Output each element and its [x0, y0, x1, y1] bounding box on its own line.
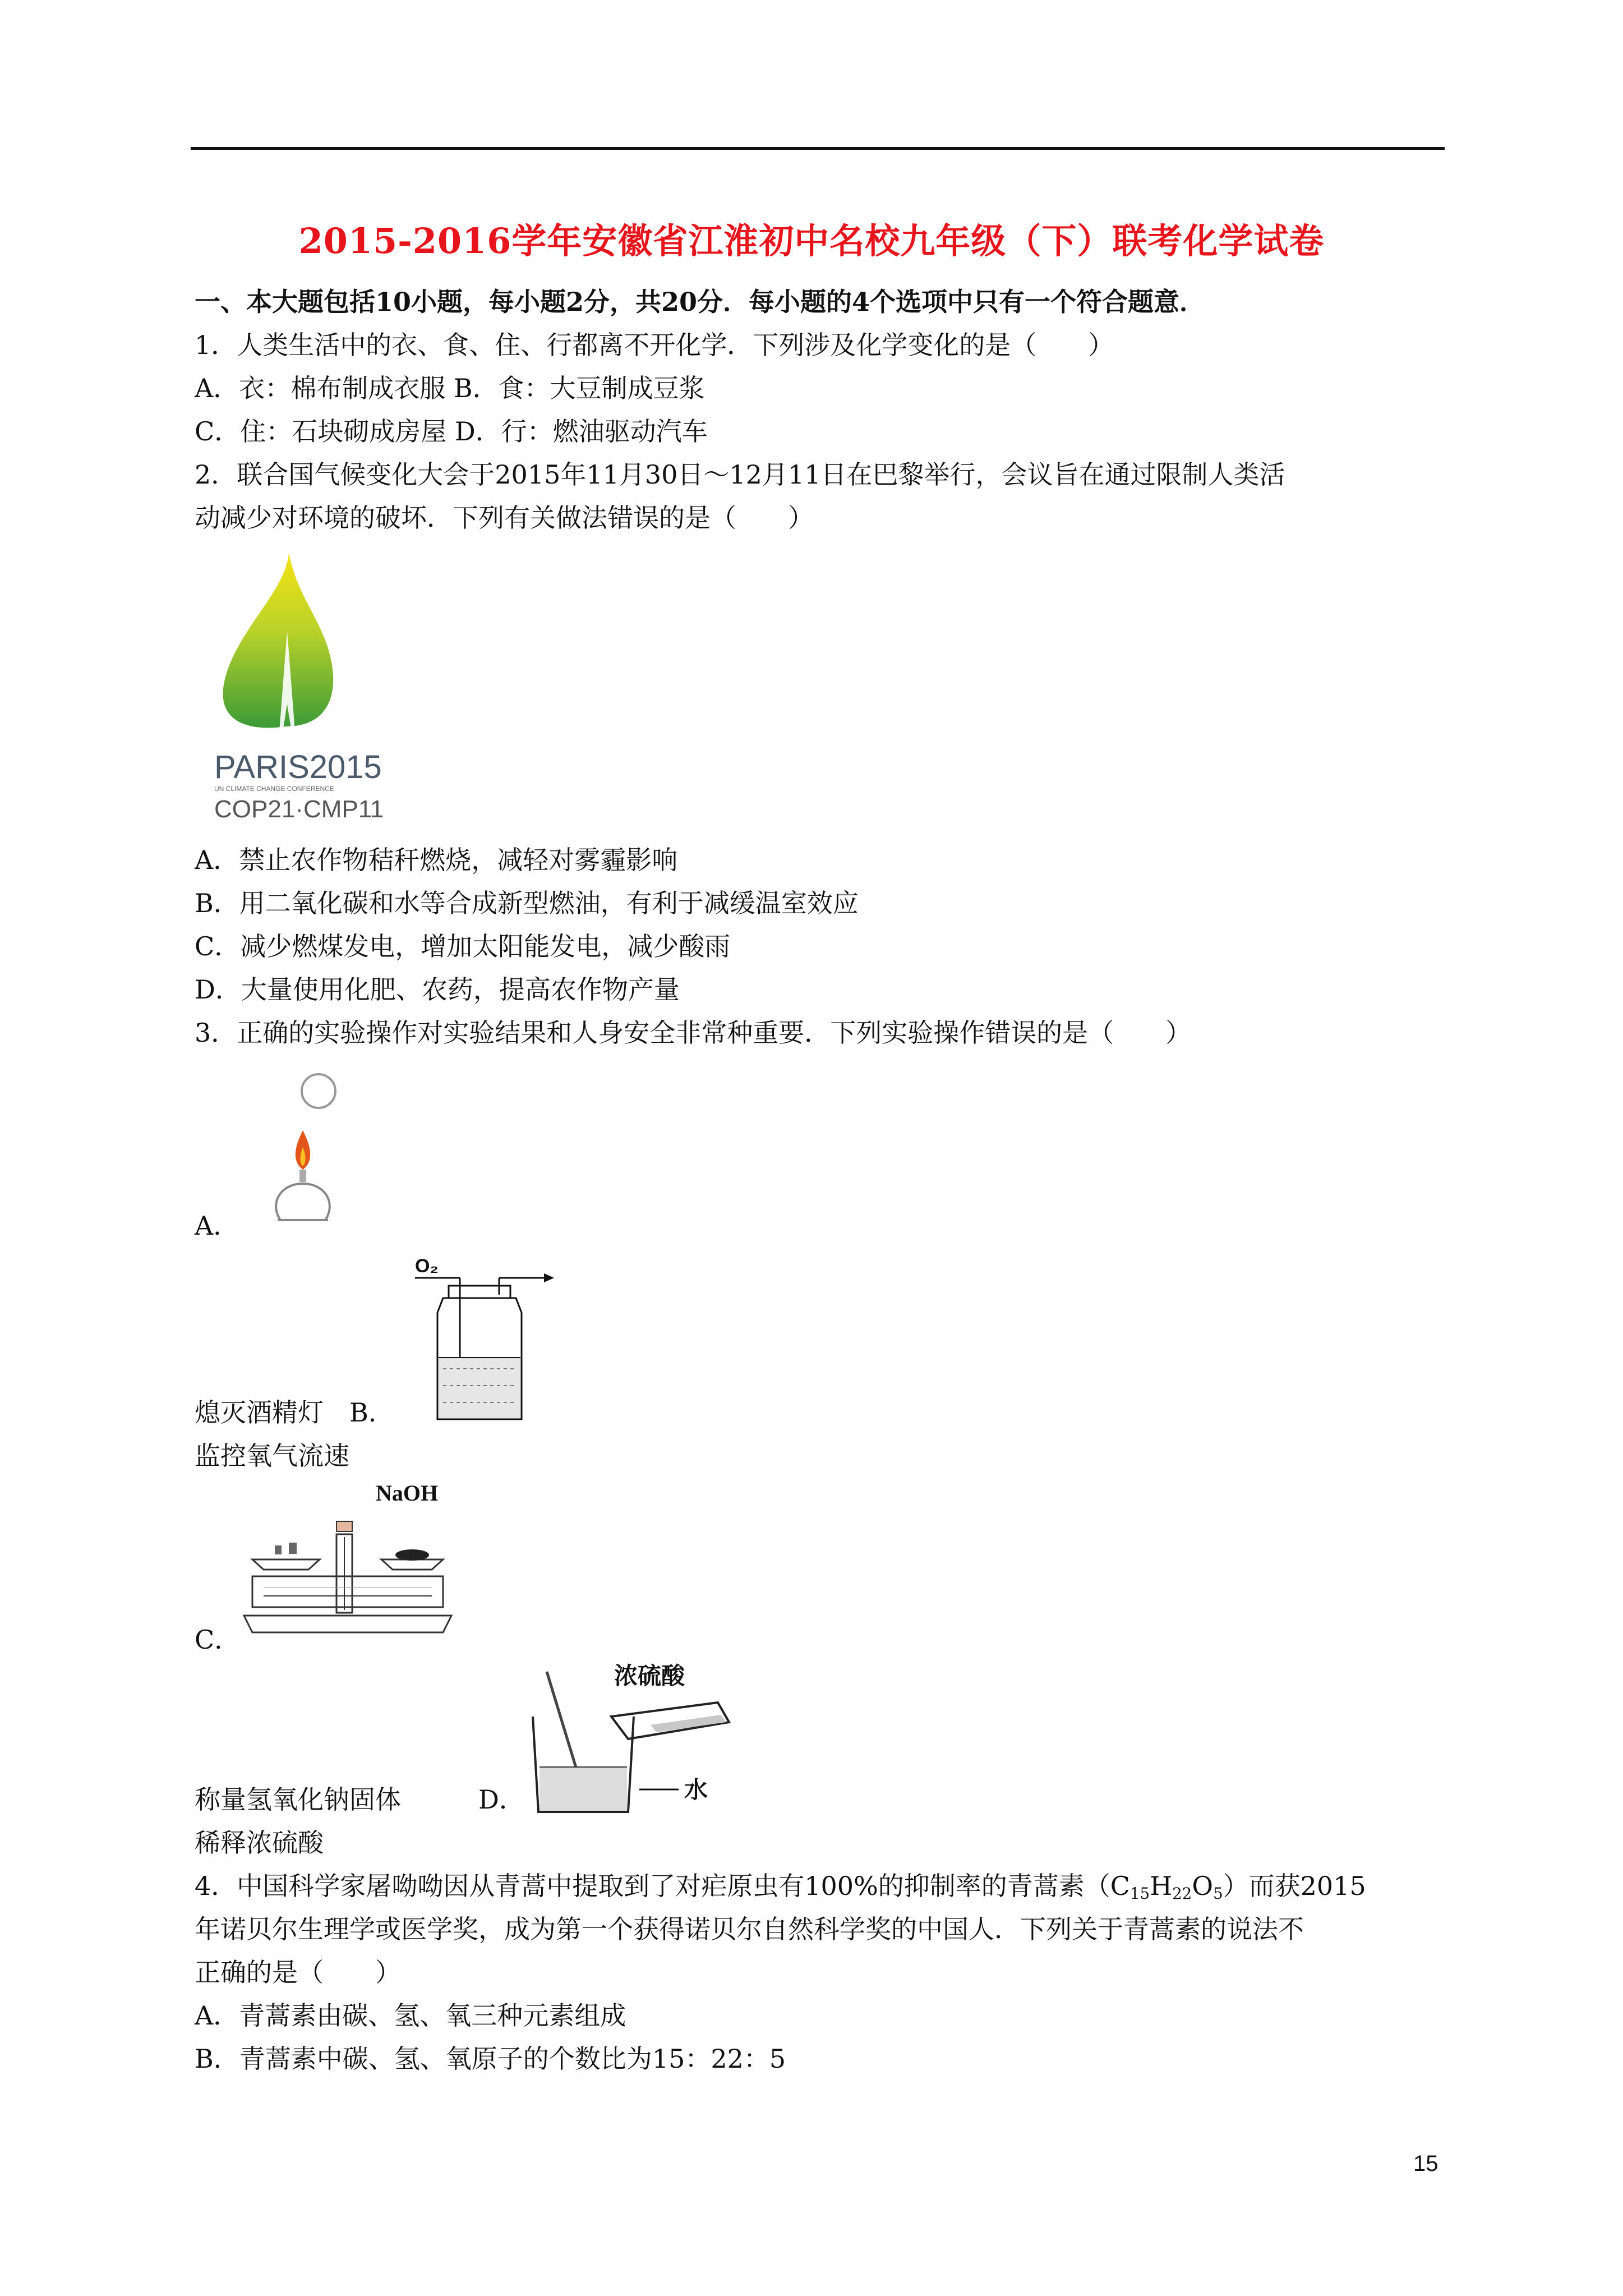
q4-option-a: A．青蒿素由碳、氢、氧三种元素组成 [195, 2000, 626, 2031]
q3-caption-a: 熄灭酒精灯 B． [195, 1397, 394, 1428]
q3-caption-d: 稀释浓硫酸 [195, 1828, 324, 1858]
balance-scale-figure [241, 1481, 454, 1644]
q2-option-d: D．大量使用化肥、农药，提高农作物产量 [195, 974, 680, 1005]
alcohol-lamp-figure [247, 1069, 359, 1237]
q2-stem-line2: 动减少对环境的破坏．下列有关做法错误的是（ ） [195, 503, 814, 533]
naoh-label: NaOH [376, 1480, 439, 1506]
logo-subtitle: COP21·CMP11 [214, 795, 384, 823]
q3-stem: 3．正确的实验操作对实验结果和人身安全非常种重要．下列实验操作错误的是（ ） [195, 1018, 1192, 1048]
q1-options-ab: A．衣：棉布制成衣服 B．食：大豆制成豆浆 [195, 373, 705, 403]
q1-options-cd: C．住：石块砌成房屋 D．行：燃油驱动汽车 [195, 416, 708, 447]
leaf-icon [223, 553, 334, 728]
q4-option-b: B．青蒿素中碳、氢、氧原子的个数比为15：22：5 [195, 2044, 786, 2074]
dilution-beaker-figure [516, 1660, 751, 1823]
q2-option-a: A．禁止农作物秸秆燃烧，减轻对雾霾影响 [195, 845, 678, 875]
q4-stem-line1: 4．中国科学家屠呦呦因从青蒿中提取到了对疟原虫有100%的抑制率的青蒿素$(C_{15}H_{22}O_5)$而获2015 [195, 1871, 1366, 1903]
q2-option-c: C．减少燃煤发电，增加太阳能发电，减少酸雨 [195, 931, 731, 961]
q2-option-b: B．用二氧化碳和水等合成新型燃油，有利于减缓温室效应 [195, 888, 859, 918]
page-number: 15 [1413, 2151, 1438, 2176]
o2-label: O₂ [415, 1255, 439, 1277]
q3-label-c: C． [195, 1625, 241, 1655]
exam-title: 2015-2016学年安徽省江淮初中名校九年级（下）联考化学试卷 [298, 220, 1325, 261]
q3-caption-c: 称量氢氧化钠固体 D． [195, 1784, 525, 1815]
q2-stem-line1: 2．联合国气候变化大会于2015年11月30日～12月11日在巴黎举行，会议旨在通过限制人类活 [195, 459, 1285, 490]
header-rule [191, 147, 1445, 150]
water-label: 水 [684, 1777, 708, 1803]
gas-washing-bottle-figure [409, 1251, 566, 1430]
q4-stem-line3: 正确的是（ ） [195, 1957, 401, 1987]
logo-small-text: UN CLIMATE CHANGE CONFERENCE [214, 785, 334, 793]
acid-label: 浓硫酸 [614, 1663, 685, 1689]
q3-caption-b: 监控氧气流速 [195, 1441, 349, 1471]
q1-stem: 1．人类生活中的衣、食、住、行都离不开化学．下列涉及化学变化的是（ ） [195, 330, 1114, 360]
q4-stem-line2: 年诺贝尔生理学或医学奖，成为第一个获得诺贝尔自然科学奖的中国人．下列关于青蒿素的说法不 [195, 1914, 1304, 1944]
q3-label-a: A． [195, 1211, 239, 1241]
section-heading: 一、本大题包括10小题，每小题2分，共20分．每小题的4个选项中只有一个符合题意． [195, 287, 1206, 317]
logo-title: PARIS2015 [214, 749, 382, 785]
paris-2015-logo [213, 547, 384, 827]
